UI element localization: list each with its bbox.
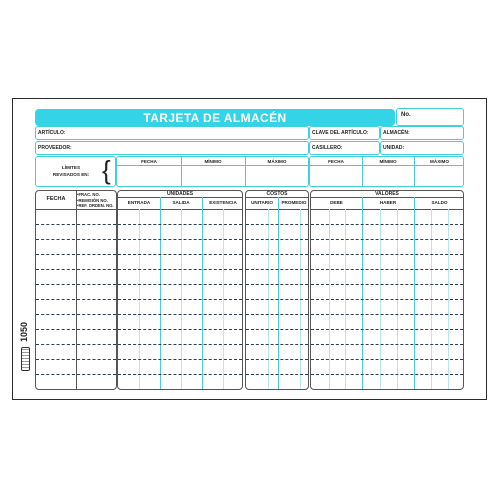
table-row-rule: [36, 299, 116, 300]
limits-grid-left[interactable]: [116, 156, 309, 187]
table-row-rule: [246, 359, 308, 360]
table-row-rule: [311, 299, 463, 300]
limits-left-col-minimo: MÍNIMO: [204, 159, 222, 164]
table-row-rule: [36, 239, 116, 240]
units-divider: [202, 197, 203, 389]
number-label: No.: [401, 112, 411, 118]
table-row-rule: [36, 269, 116, 270]
ref-frac-label: •FRAC. NO.: [77, 192, 100, 197]
form-number: 1050: [19, 321, 29, 342]
ref-remision-label: •REMISIÓN NO.: [77, 197, 108, 203]
card-title-text: TARJETA DE ALMACÉN: [143, 110, 287, 125]
costs-section[interactable]: [245, 190, 309, 390]
table-row-rule: [246, 224, 308, 225]
warehouse-label: ALMACÉN:: [383, 130, 410, 136]
limits-label-1: LÍMITES: [61, 165, 81, 170]
unit-label: UNIDAD:: [383, 145, 405, 151]
table-row-rule: [36, 314, 116, 315]
table-row-rule: [118, 314, 242, 315]
costs-divider: [278, 197, 279, 389]
limits-left-col-fecha: FECHA: [141, 159, 157, 164]
table-row-rule: [311, 224, 463, 225]
limits-right-rule: [310, 165, 463, 166]
units-col-salida: SALIDA: [172, 200, 190, 205]
table-row-rule: [246, 329, 308, 330]
article-key-label: CLAVE DEL ARTÍCULO:: [312, 130, 369, 136]
costs-title-rule: [246, 197, 308, 198]
table-row-rule: [311, 284, 463, 285]
limits-left-rule: [117, 165, 308, 166]
units-title: UNIDADES: [166, 191, 194, 197]
table-row-rule: [118, 224, 242, 225]
table-row-rule: [311, 239, 463, 240]
table-row-rule: [118, 329, 242, 330]
units-title-rule: [118, 197, 242, 198]
table-row-rule: [246, 269, 308, 270]
table-row-rule: [246, 374, 308, 375]
number-box[interactable]: [396, 108, 464, 126]
card-title: [35, 109, 395, 126]
limits-label-box: [35, 156, 116, 187]
values-col-debe: DEBE: [330, 200, 343, 205]
table-row-rule: [246, 239, 308, 240]
ref-lines: [77, 192, 114, 209]
ref-header-rule: [36, 209, 116, 210]
values-divider: [362, 197, 363, 389]
values-divider: [414, 197, 415, 389]
table-row-rule: [311, 254, 463, 255]
table-row-rule: [118, 254, 242, 255]
table-row-rule: [246, 254, 308, 255]
values-col-haber: HABER: [379, 200, 397, 205]
units-divider: [160, 197, 161, 389]
limits-left-col-maximo: MÁXIMO: [267, 159, 287, 164]
costs-col-unitario: UNITARIO: [251, 200, 273, 205]
ref-section[interactable]: [35, 190, 117, 390]
table-row-rule: [311, 374, 463, 375]
table-row-rule: [118, 284, 242, 285]
table-row-rule: [246, 284, 308, 285]
supplier-field[interactable]: [35, 141, 309, 155]
table-row-rule: [36, 344, 116, 345]
locker-label: CASILLERO:: [312, 145, 343, 151]
table-row-rule: [118, 344, 242, 345]
values-col-saldo: SALDO: [431, 200, 448, 205]
values-title-rule: [311, 197, 463, 198]
table-row-rule: [118, 269, 242, 270]
table-row-rule: [36, 329, 116, 330]
supplier-label: PROVEEDOR:: [38, 145, 72, 151]
limits-right-col-fecha: FECHA: [328, 159, 344, 164]
table-row-rule: [36, 254, 116, 255]
table-row-rule: [246, 314, 308, 315]
values-title: VALORES: [375, 191, 399, 197]
table-row-rule: [311, 344, 463, 345]
limits-right-divider: [362, 157, 363, 186]
table-row-rule: [36, 284, 116, 285]
brand-logo-icon: [21, 347, 30, 371]
unit-field[interactable]: [380, 141, 464, 155]
values-header-rule: [311, 209, 463, 210]
table-row-rule: [246, 344, 308, 345]
table-row-rule: [118, 239, 242, 240]
table-row-rule: [118, 359, 242, 360]
brace-icon: {: [102, 155, 111, 185]
fecha-header: FECHA: [46, 196, 66, 202]
limits-grid-right[interactable]: [309, 156, 464, 187]
article-field[interactable]: [35, 126, 309, 140]
table-row-rule: [36, 224, 116, 225]
table-row-rule: [118, 374, 242, 375]
limits-left-divider: [245, 157, 246, 186]
limits-right-col-maximo: MÁXIMO: [430, 159, 449, 164]
article-label: ARTÍCULO:: [38, 130, 66, 136]
warehouse-field[interactable]: [380, 126, 464, 140]
limits-label-2: REVISADOS EN:: [52, 172, 90, 177]
article-key-field[interactable]: [309, 126, 380, 140]
limits-right-col-minimo: MÍNIMO: [379, 159, 397, 164]
units-col-existencia: EXISTENCIA: [209, 200, 237, 205]
costs-title: COSTOS: [266, 191, 288, 197]
table-row-rule: [311, 269, 463, 270]
costs-col-promedio: PROMEDIO: [281, 200, 307, 205]
table-row-rule: [311, 359, 463, 360]
costs-header-rule: [246, 209, 308, 210]
table-row-rule: [311, 329, 463, 330]
table-row-rule: [246, 299, 308, 300]
ref-orden-label: •REF. ORDEN. NO.: [77, 203, 114, 208]
limits-left-divider: [181, 157, 182, 186]
locker-field[interactable]: [309, 141, 380, 155]
table-row-rule: [311, 314, 463, 315]
units-col-entrada: ENTRADA: [127, 200, 151, 205]
limits-right-divider: [414, 157, 415, 186]
units-section[interactable]: [117, 190, 243, 390]
table-row-rule: [36, 374, 116, 375]
warehouse-card: [12, 98, 487, 400]
table-row-rule: [118, 299, 242, 300]
table-row-rule: [36, 359, 116, 360]
values-section[interactable]: [310, 190, 464, 390]
